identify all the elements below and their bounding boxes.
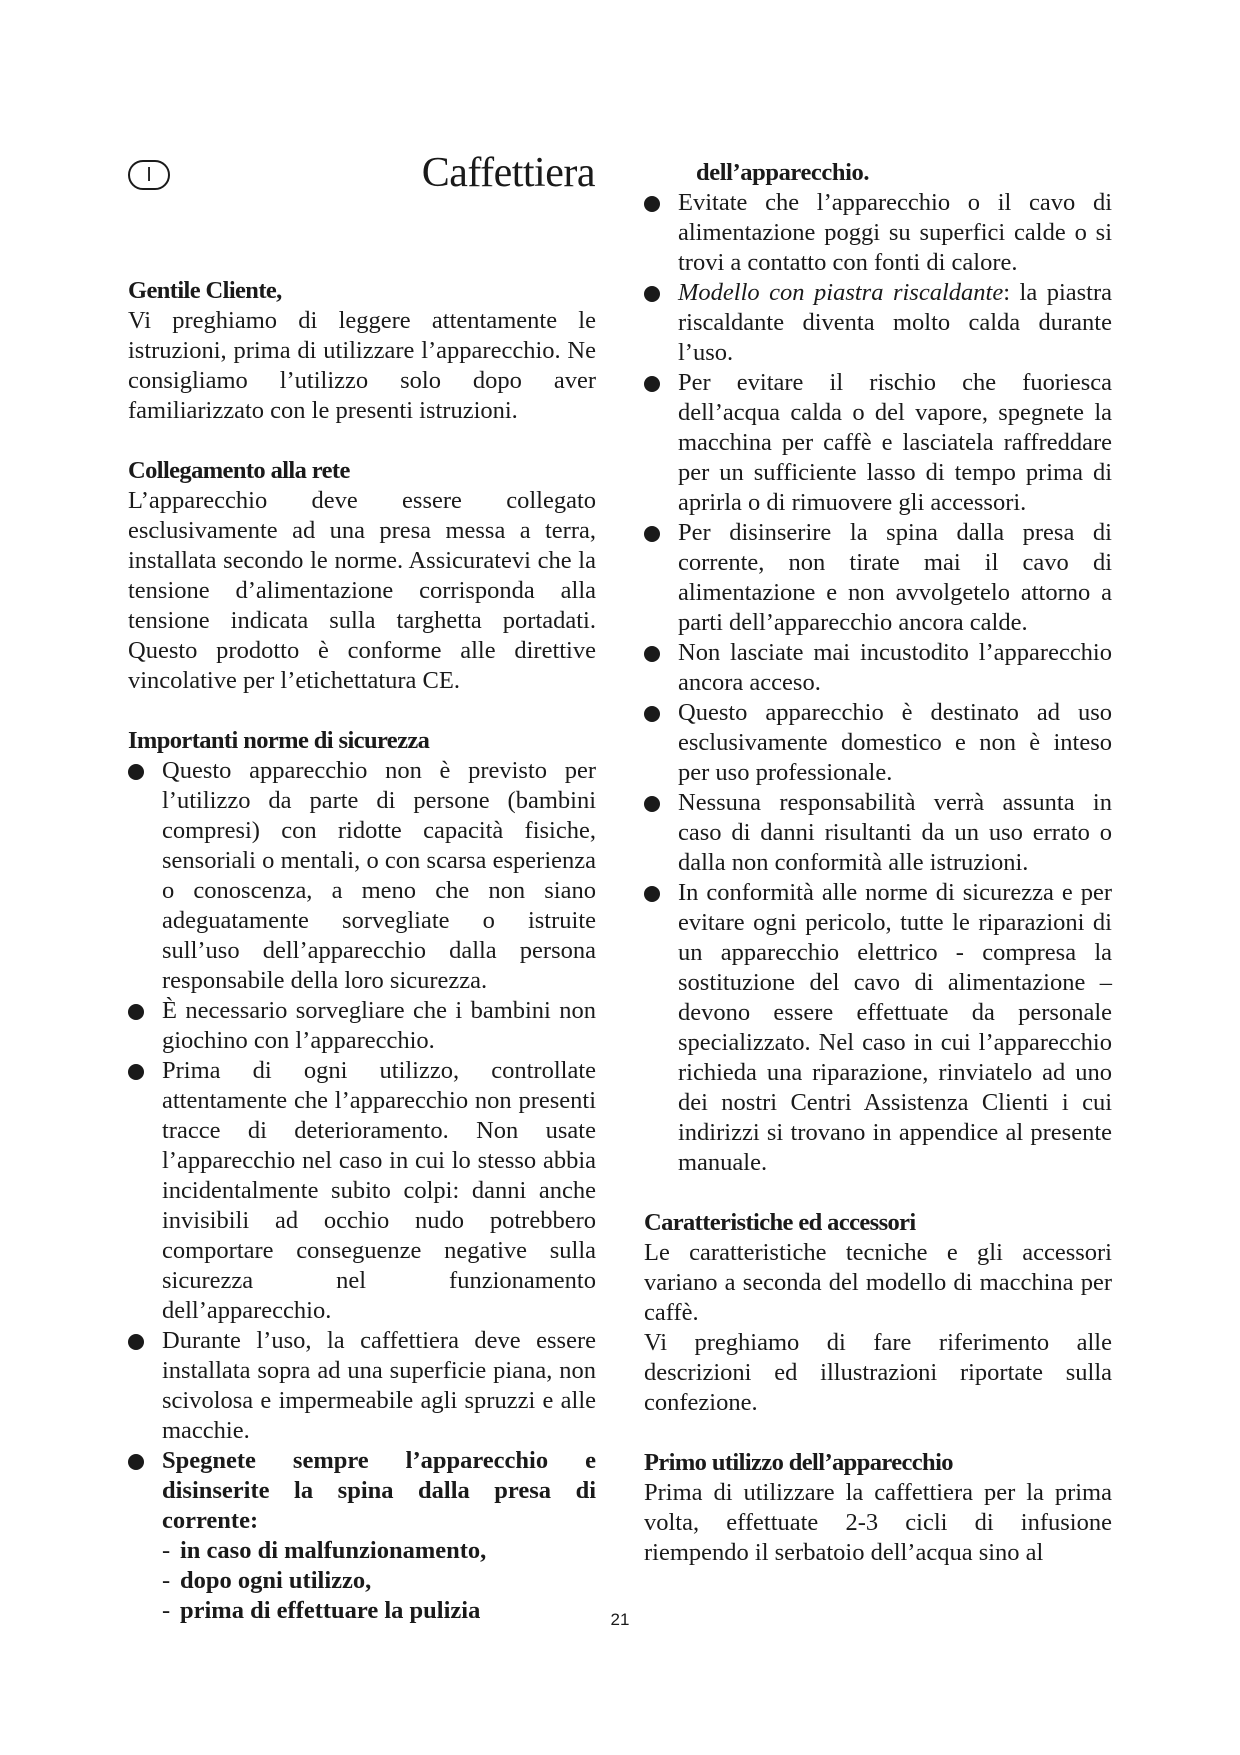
bullet-icon [644,796,660,812]
list-item: Non lasciate mai incustodito l’apparecchio ancora acceso. [644,638,1112,698]
bullet-icon [644,286,660,302]
safety-list [128,756,596,1626]
bullet-icon [644,376,660,392]
unplug-cases [162,1536,596,1626]
first-use-heading: Primo utilizzo dell’apparecchio [644,1449,953,1476]
list-item: Questo apparecchio non è previsto per l’utilizzo da parte di persone (bambini compresi) con ridotte capacità fisiche, sensoriali o mentali, o con scarsa esperienza o conoscenza, a meno che non siano adeguatamente sorvegliate o istruite sull’uso dell’apparecchio dalla persona responsabile della loro sicurezza. [128,756,596,996]
list-item: - dopo ogni utilizzo, [162,1567,372,1594]
page-title: Caffettiera [421,150,595,196]
list-item: Per disinserire la spina dalla presa di corrente, non tirate mai il cavo di alimentazione e non avvolgetelo attorno a parti dell’apparecchio ancora calde. [644,518,1112,638]
safety-heading: Importanti norme di sicurezza [128,727,430,754]
bullet-icon [128,1004,144,1020]
list-item: Evitate che l’apparecchio o il cavo di alimentazione poggi su superfici calde o si trovi a contatto con fonti di calore. [644,188,1112,278]
left-column [128,276,596,1626]
bullet-icon [644,196,660,212]
list-item: Per evitare il rischio che fuoriesca dell’acqua calda o del vapore, spegnete la macchina per caffè e lasciatela raffreddare per un sufficiente lasso di tempo prima di aprirla o di rimuovere gli accessori. [644,368,1112,518]
heating-plate-label: Modello con piastra riscaldante [678,279,1004,306]
continuation-text: dell’apparecchio. [696,159,870,186]
list-item: Durante l’uso, la caffettiera deve essere installata sopra ad una superficie piana, non scivolosa e impermeabile agli spruzzi e alle macchie. [128,1326,596,1446]
page-number: 21 [610,1610,630,1629]
list-item: Prima di ogni utilizzo, controllate attentamente che l’apparecchio non presenti tracce di deterioramento. Non usate l’apparecchio nel caso in cui lo stesso abbia incidentalmente subito colpi: danni anche invisibili ad occhio nudo potrebbero comportare conseguenze negative sulla sicurezza nel funzionamento dell’apparecchio. [128,1056,596,1326]
language-badge: I [128,160,170,190]
list-item: È necessario sorvegliare che i bambini non giochino con l’apparecchio. [128,996,596,1056]
bullet-icon [644,886,660,902]
list-item [128,1446,596,1626]
list-item: Questo apparecchio è destinato ad uso esclusivamente domestico e non è inteso per uso professionale. [644,698,1112,788]
features-text: Le caratteristiche tecniche e gli accessori variano a seconda del modello di macchina per caffè. [644,1239,1112,1326]
bullet-icon [644,526,660,542]
list-item: Nessuna responsabilità verrà assunta in caso di danni risultanti da un uso errato o dalla non conformità alle istruzioni. [644,788,1112,878]
safety-list-continued [644,188,1112,1178]
list-item: - in caso di malfunzionamento, [162,1537,487,1564]
bullet-icon [128,1334,144,1350]
bullet-icon [128,764,144,780]
right-column [644,158,1112,1568]
unplug-instruction: Spegnete sempre l’apparecchio e disinserite la spina dalla presa di corrente: [162,1447,596,1534]
greeting-heading: Gentile Cliente, [128,277,282,304]
bullet-icon [644,646,660,662]
first-use-text: Prima di utilizzare la caffettiera per la prima volta, effettuate 2-3 cicli di infusione riempendo il serbatoio dell’acqua sino al [644,1479,1112,1566]
connection-heading: Collegamento alla rete [128,457,350,484]
greeting-text: Vi preghiamo di leggere attentamente le istruzioni, prima di utilizzare l’apparecchio. Ne consigliamo l’utilizzo solo dopo aver familiarizzato con le presenti istruzioni. [128,307,596,424]
connection-text: L’apparecchio deve essere collegato esclusivamente ad una presa messa a terra, installata secondo le norme. Assicuratevi che la tensione d’alimentazione corrisponda alla tensione indicata sulla targhetta portadati. Questo prodotto è conforme alle direttive vincolative per l’etichettatura CE. [128,487,596,694]
bullet-icon [128,1064,144,1080]
bullet-icon [128,1454,144,1470]
list-item: - prima di effettuare la pulizia [162,1597,481,1624]
features-heading: Caratteristiche ed accessori [644,1209,916,1236]
features-reference-text: Vi preghiamo di fare riferimento alle descrizioni ed illustrazioni riportate sulla confezione. [644,1329,1112,1416]
list-item: Modello con piastra riscaldante: la piastra riscaldante diventa molto calda durante l’uso. [644,278,1112,368]
bullet-icon [644,706,660,722]
list-item: In conformità alle norme di sicurezza e per evitare ogni pericolo, tutte le riparazioni di un apparecchio elettrico - compresa la sostituzione del cavo di alimentazione – devono essere effettuate da personale specializzato. Nel caso in cui l’apparecchio richieda una riparazione, rinviatelo ad uno dei nostri Centri Assistenza Clienti i cui indirizzi si trovano in appendice al presente manuale. [644,878,1112,1178]
